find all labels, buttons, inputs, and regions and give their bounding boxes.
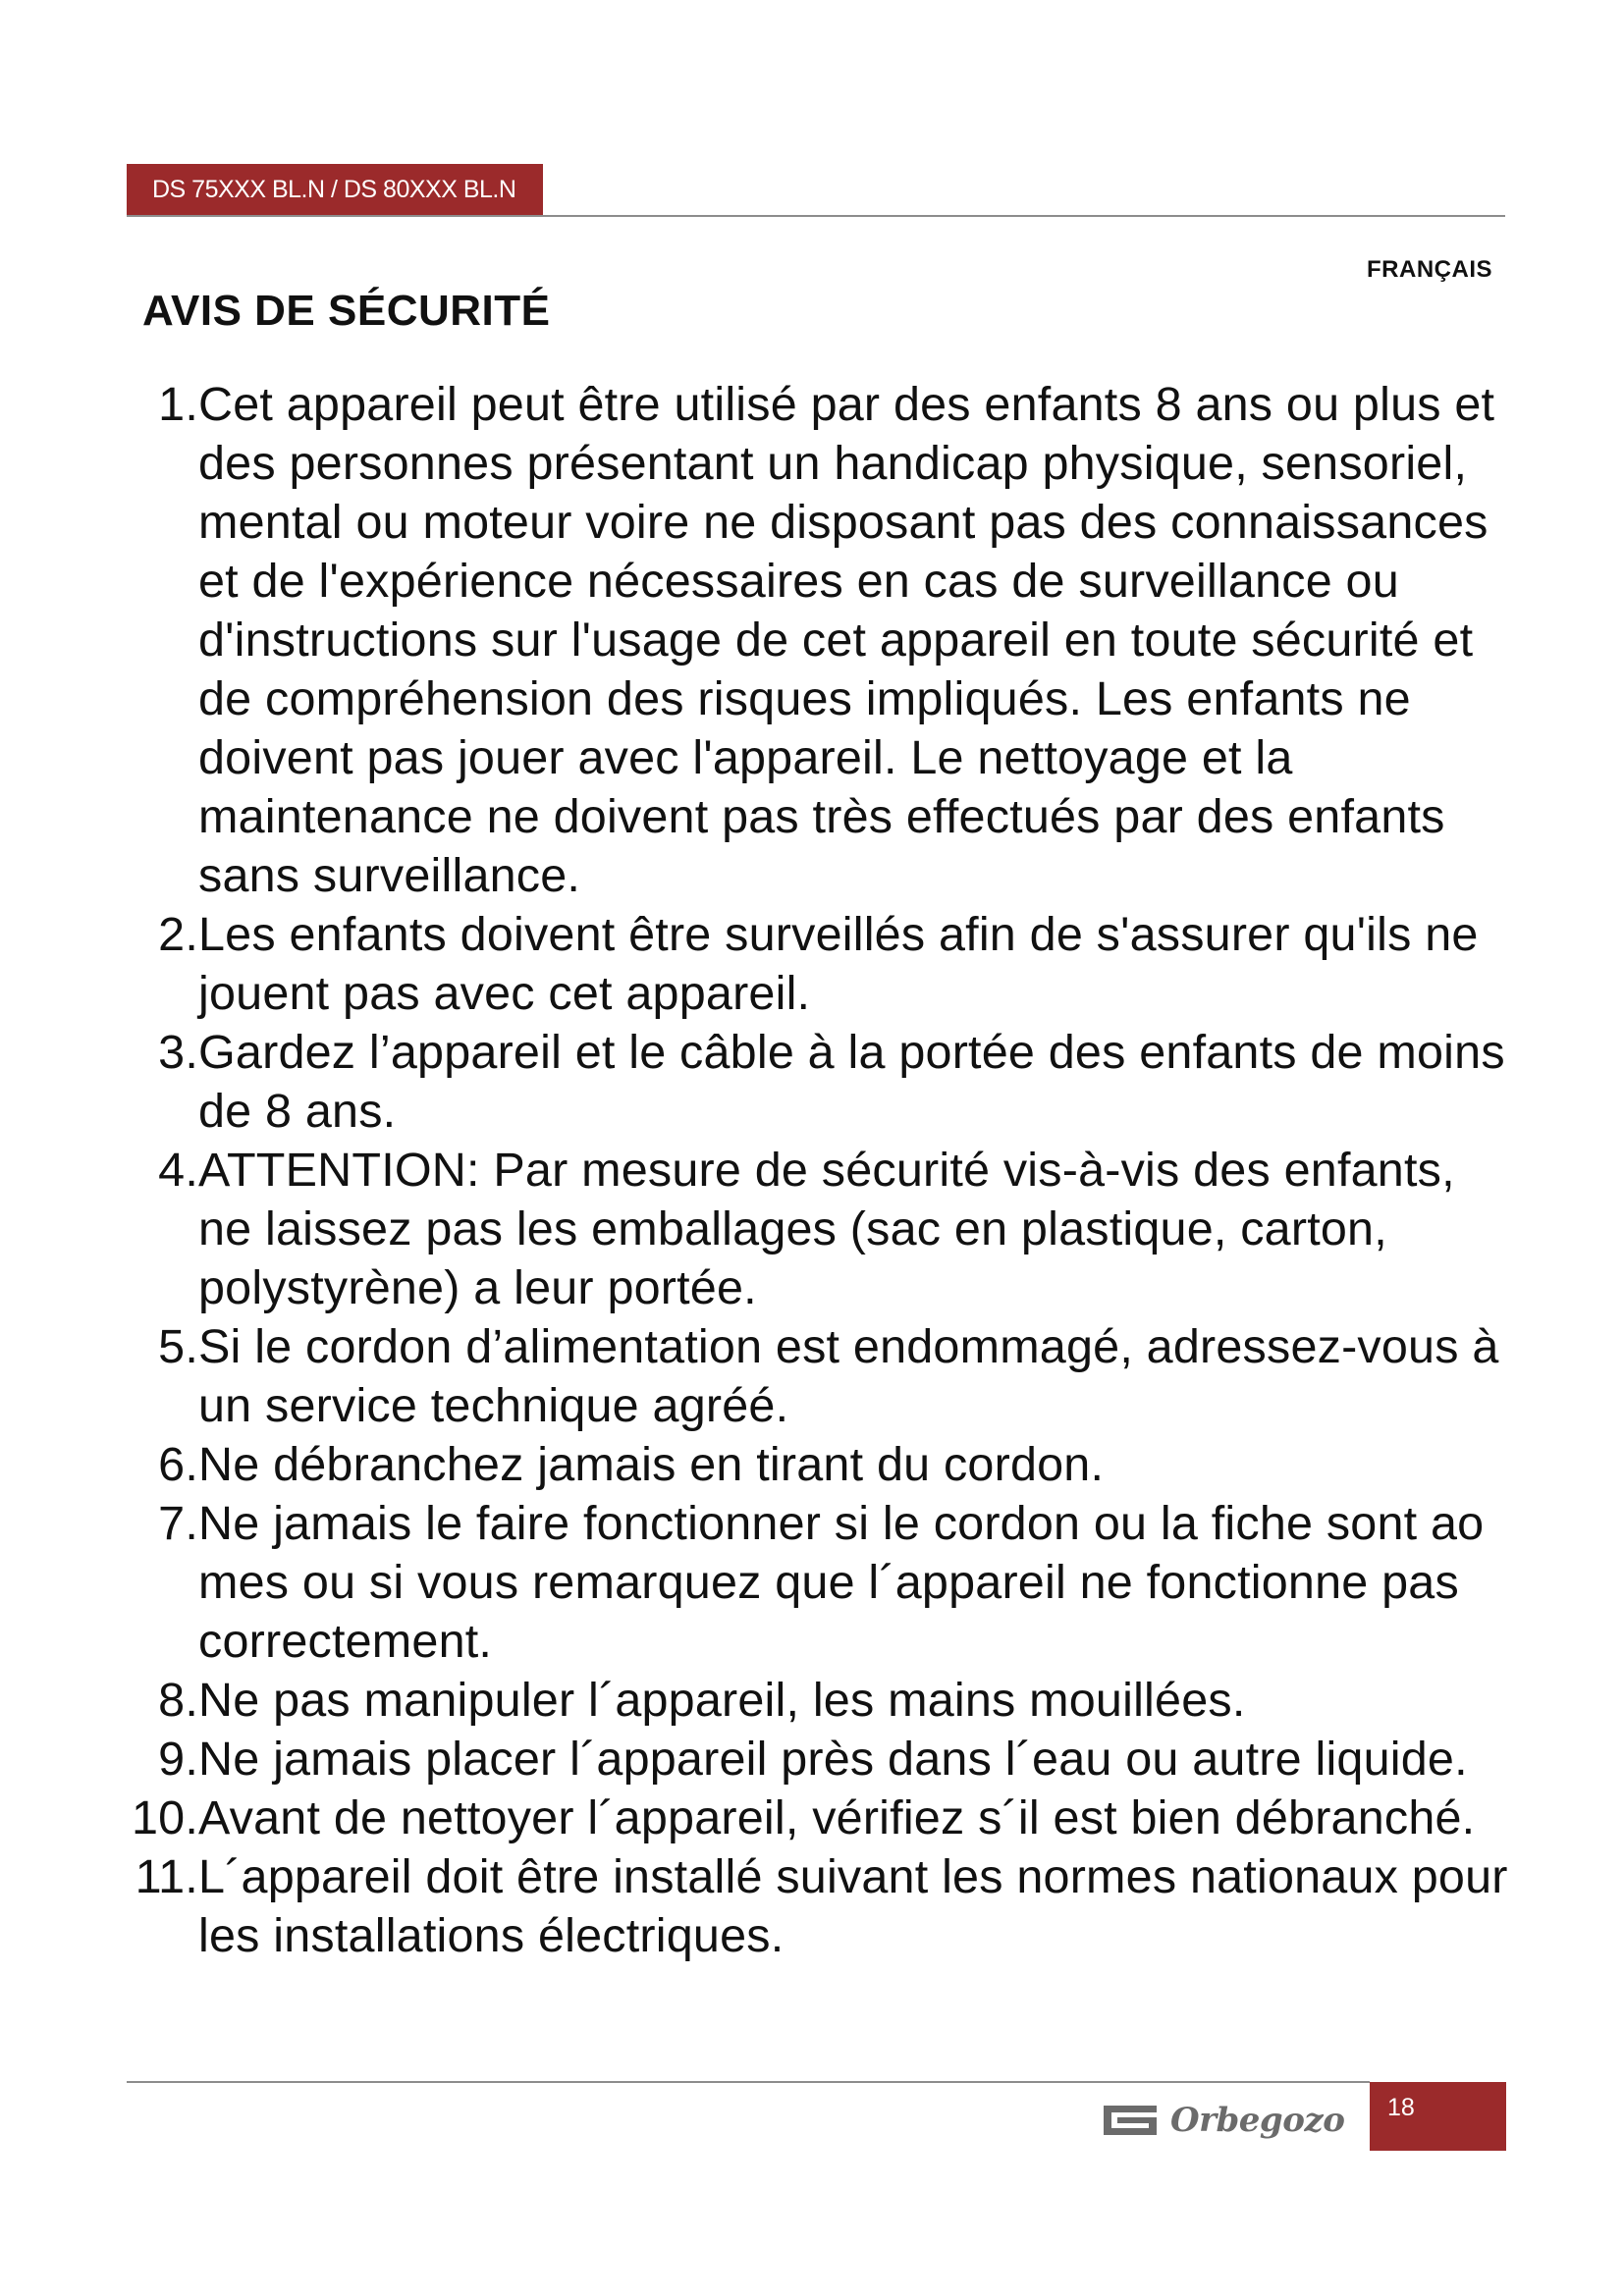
list-item [116, 375, 1512, 905]
header-divider [127, 215, 1505, 217]
item-number: 7. [158, 1497, 198, 1550]
item-text: Ne pas manipuler l´appareil, les mains mouillées. [198, 1674, 1246, 1727]
item-text: Cet appareil peut être utilisé par des enfants 8 ans ou plus et des personnes présentant un handicap physique, sensoriel, mental ou moteur voire ne disposant pas des connaissances et de l'expérience nécessaires en cas de surveillance ou d'instructions sur l'usage de cet appareil en toute sécurité et de compréhension des risques impliqués. Les enfants ne doivent pas jouer avec l'appareil. Le nettoyage et la maintenance ne doivent pas très effectués par des enfants sans surveillance. [198, 378, 1495, 902]
item-number: 5. [158, 1320, 198, 1373]
footer-divider [127, 2081, 1370, 2083]
list-item [116, 1671, 1512, 1730]
item-number: 3. [158, 1026, 198, 1079]
item-number: 2. [158, 908, 198, 961]
page-number-box [1370, 2082, 1506, 2151]
list-item [116, 1141, 1512, 1317]
item-text: Ne jamais le faire fonctionner si le cordon ou la fiche sont ao mes ou si vous remarquez que l´appareil ne fonctionne pas correctement. [198, 1497, 1485, 1668]
item-text: ATTENTION: Par mesure de sécurité vis-à-vis des enfants, ne laissez pas les emballages (sac en plastique, carton, polystyrène) a leur portée. [198, 1144, 1455, 1314]
item-text: Ne débranchez jamais en tirant du cordon. [198, 1438, 1105, 1491]
model-label: DS 75XXX BL.N / DS 80XXX BL.N [152, 176, 516, 203]
item-text: Avant de nettoyer l´appareil, vérifiez s´il est bien débranché. [198, 1791, 1476, 1844]
item-number: 8. [158, 1674, 198, 1727]
orbegozo-logo-icon [1104, 2106, 1157, 2135]
list-item [116, 1023, 1512, 1141]
item-number: 9. [158, 1733, 198, 1786]
item-number: 11. [135, 1850, 198, 1903]
item-text: Les enfants doivent être surveillés afin de s'assurer qu'ils ne jouent pas avec cet appareil. [198, 908, 1479, 1020]
list-item [116, 1847, 1512, 1965]
safety-notice-list [116, 375, 1512, 1965]
list-item [116, 1730, 1512, 1789]
list-item [116, 905, 1512, 1023]
model-tab [127, 164, 543, 215]
item-text: Gardez l’appareil et le câble à la portée des enfants de moins de 8 ans. [198, 1026, 1505, 1138]
list-item [116, 1789, 1512, 1847]
page-title: AVIS DE SÉCURITÉ [142, 287, 551, 335]
brand-name: Orbegozo [1170, 2101, 1345, 2140]
item-number: 6. [158, 1438, 198, 1491]
list-item [116, 1435, 1512, 1494]
list-item [116, 1317, 1512, 1435]
item-text: Ne jamais placer l´appareil près dans l´eau ou autre liquide. [198, 1733, 1468, 1786]
item-number: 1. [158, 378, 198, 431]
item-text: Si le cordon d’alimentation est endommagé, adressez-vous à un service technique agréé. [198, 1320, 1499, 1432]
list-item [116, 1494, 1512, 1671]
page-number: 18 [1387, 2094, 1415, 2121]
item-number: 4. [158, 1144, 198, 1197]
language-label: FRANÇAIS [1367, 256, 1492, 283]
brand-logo [1104, 2094, 1344, 2147]
item-number: 10. [131, 1791, 198, 1844]
item-text: L´appareil doit être installé suivant les normes nationaux pour les installations électriques. [198, 1850, 1508, 1962]
